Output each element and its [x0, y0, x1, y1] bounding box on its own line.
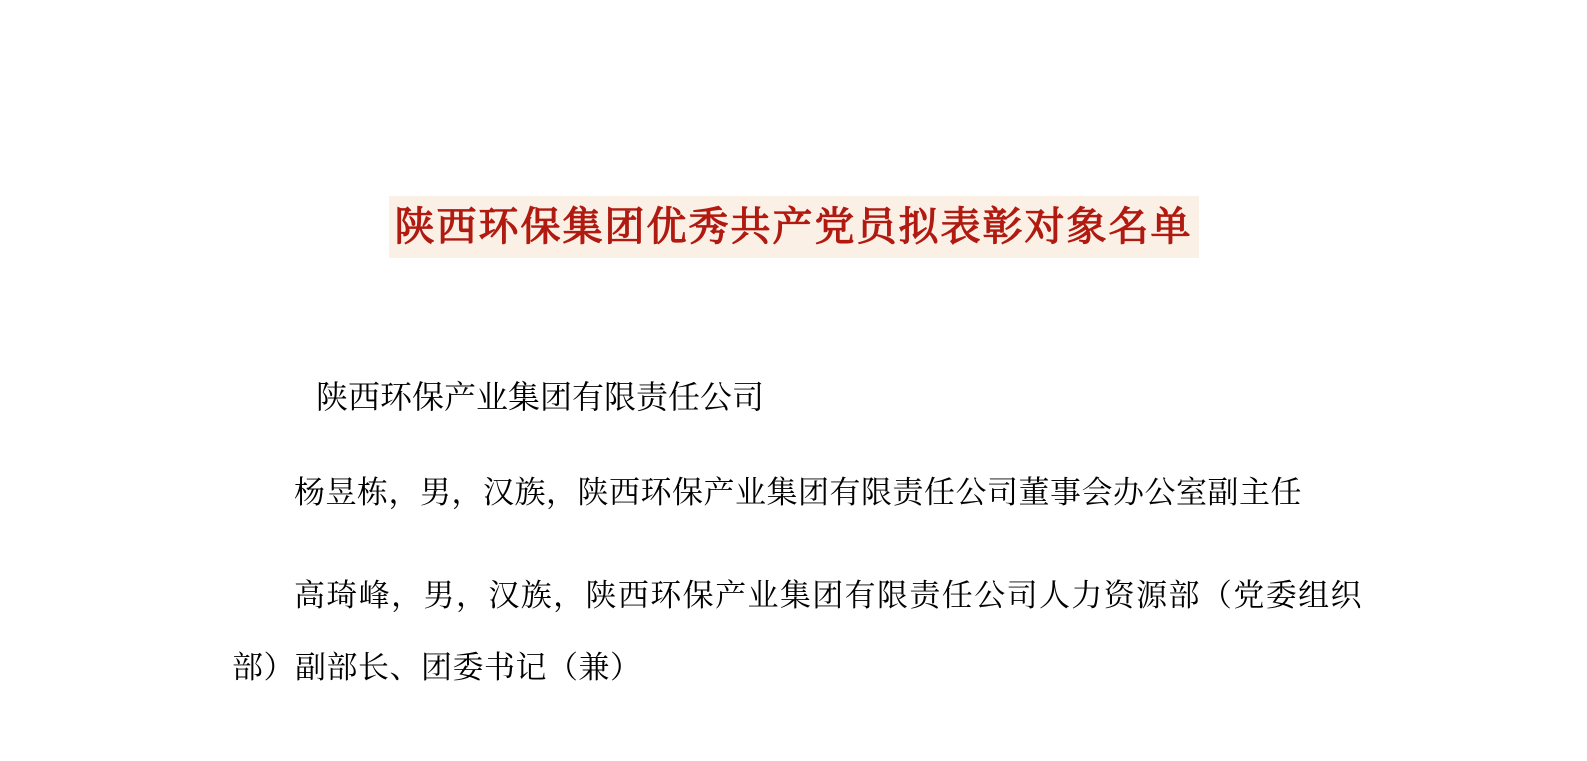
page-title: 陕西环保集团优秀共产党员拟表彰对象名单 — [389, 196, 1199, 258]
organization-heading: 陕西环保产业集团有限责任公司 — [316, 378, 765, 416]
document-body — [232, 368, 1362, 735]
document-title-container — [0, 196, 1587, 258]
entry-paragraph: 高琦峰，男，汉族，陕西环保产业集团有限责任公司人力资源部（党委组织部）副部长、团委书记（兼） — [232, 578, 1362, 686]
entry-paragraph: 杨昱栋，男，汉族，陕西环保产业集团有限责任公司董事会办公室副主任 — [294, 475, 1302, 511]
